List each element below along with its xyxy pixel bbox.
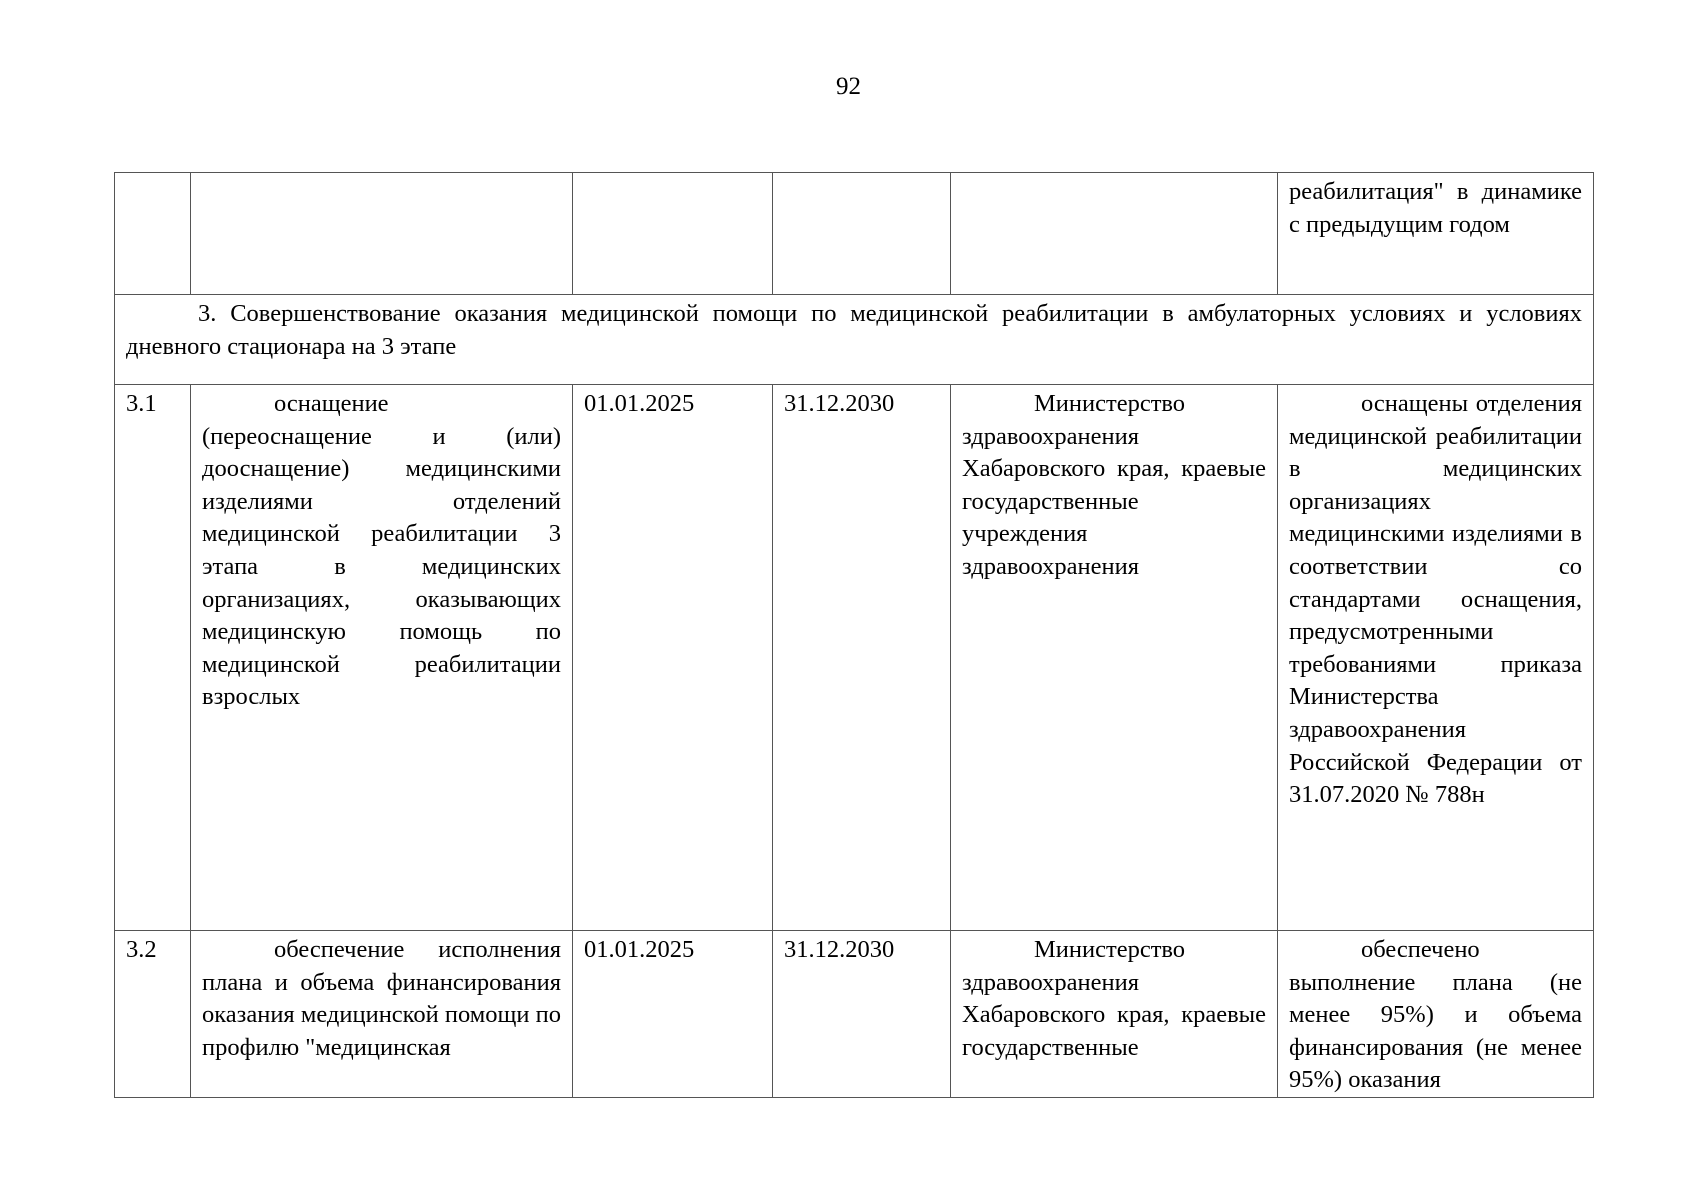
cell-start-date: 01.01.2025 [573, 931, 773, 1098]
cell-num-empty [115, 173, 191, 295]
cell-responsible: Министерство здравоохранения Хабаровского края, краевые государственные учреждения здравоохранения [951, 385, 1278, 931]
cell-start-empty [573, 173, 773, 295]
section-title: 3. Совершенствование оказания медицинской помощи по медицинской реабилитации в амбулаторных условиях и условиях дневного стационара на 3 этапе [115, 295, 1594, 385]
cell-activity: оснащение (переоснащение и (или) дооснащение) медицинскими изделиями отделений медицинской реабилитации 3 этапа в медицинских организациях, оказывающих медицинскую помощь по медицинской реабилитации взрослых [191, 385, 573, 931]
cell-num: 3.1 [115, 385, 191, 931]
cell-result: оснащены отделения медицинской реабилитации в медицинских организациях медицинскими изделиями в соответствии со стандартами оснащения, предусмотренными требованиями приказа Министерства здравоохранения Российской Федерации от 31.07.2020 № 788н [1278, 385, 1594, 931]
cell-activity-empty [191, 173, 573, 295]
cell-start-date: 01.01.2025 [573, 385, 773, 931]
cell-result: обеспечено выполнение плана (не менее 95%) и объема финансирования (не менее 95%) оказания [1278, 931, 1594, 1098]
cell-responsible-empty [951, 173, 1278, 295]
table-row [115, 385, 1594, 931]
cell-responsible: Министерство здравоохранения Хабаровского края, краевые государственные [951, 931, 1278, 1098]
cell-result: реабилитация" в динамике с предыдущим годом [1278, 173, 1594, 295]
cell-end-date: 31.12.2030 [773, 385, 951, 931]
table-row-continued [115, 173, 1594, 295]
cell-end-empty [773, 173, 951, 295]
page-number: 92 [836, 73, 861, 100]
activities-table [114, 172, 1594, 1098]
cell-end-date: 31.12.2030 [773, 931, 951, 1098]
cell-activity: обеспечение исполнения плана и объема финансирования оказания медицинской помощи по профилю "медицинская [191, 931, 573, 1098]
section-row [115, 295, 1594, 385]
cell-num: 3.2 [115, 931, 191, 1098]
table-row [115, 931, 1594, 1098]
